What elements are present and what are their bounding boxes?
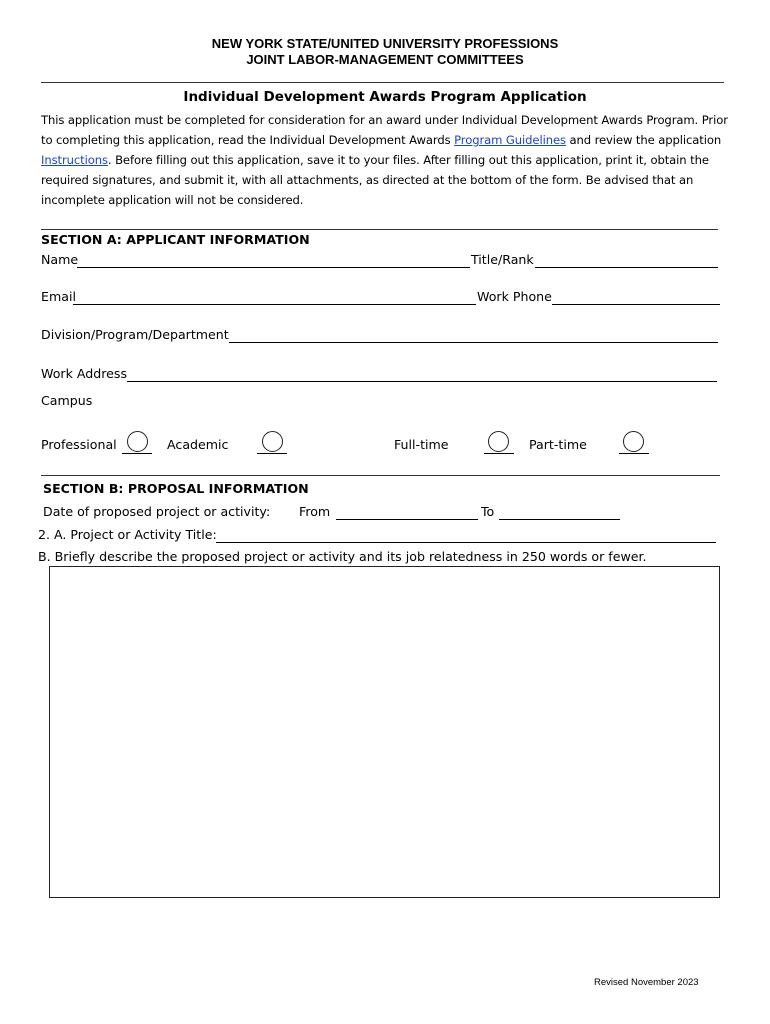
- professional-underline: [122, 453, 152, 454]
- part-time-underline: [619, 453, 649, 454]
- header-divider: [41, 82, 724, 83]
- to-label: To: [481, 504, 495, 519]
- work-address-field[interactable]: [127, 381, 717, 382]
- full-time-radio[interactable]: [488, 431, 509, 452]
- intro-line-5: incomplete application will not be considered.: [41, 193, 304, 207]
- section-b-divider: [41, 475, 720, 476]
- academic-radio[interactable]: [262, 431, 283, 452]
- section-a-divider: [41, 229, 718, 230]
- email-field[interactable]: [73, 304, 476, 305]
- description-textarea[interactable]: [49, 566, 720, 898]
- project-title-field[interactable]: [216, 542, 716, 543]
- full-time-underline: [484, 453, 514, 454]
- committee-name: JOINT LABOR-MANAGEMENT COMMITTEES: [246, 52, 524, 67]
- professional-radio[interactable]: [127, 431, 148, 452]
- section-a-heading: SECTION A: APPLICANT INFORMATION: [41, 232, 310, 247]
- from-label: From: [299, 504, 331, 519]
- form-title: Individual Development Awards Program Application: [183, 89, 587, 105]
- intro-line-1: This application must be completed for consideration for an award under Individual Development Awards Program. Prior: [41, 113, 728, 127]
- intro-line-3: Instructions. Before filling out this application, save it to your files. After filling out this application, print it, obtain the: [41, 153, 709, 167]
- work-address-label: Work Address: [41, 366, 128, 381]
- describe-label: B. Briefly describe the proposed project or activity and its job relatedness in 250 words or fewer.: [38, 549, 647, 564]
- instructions-link[interactable]: Instructions: [41, 153, 108, 167]
- name-field[interactable]: [77, 267, 470, 268]
- academic-label: Academic: [167, 437, 229, 452]
- part-time-label: Part-time: [529, 437, 587, 452]
- from-date-field[interactable]: [336, 519, 478, 520]
- revised-note: Revised November 2023: [594, 977, 699, 988]
- academic-underline: [257, 453, 287, 454]
- part-time-radio[interactable]: [623, 431, 644, 452]
- section-b-heading: SECTION B: PROPOSAL INFORMATION: [43, 481, 309, 496]
- date-label: Date of proposed project or activity:: [43, 504, 271, 519]
- to-date-field[interactable]: [499, 519, 620, 520]
- title-rank-label: Title/Rank: [471, 252, 534, 267]
- full-time-label: Full-time: [394, 437, 449, 452]
- program-guidelines-link[interactable]: Program Guidelines: [454, 133, 566, 147]
- title-rank-field[interactable]: [535, 267, 718, 268]
- division-field[interactable]: [229, 342, 718, 343]
- intro-paragraph: [41, 110, 741, 210]
- division-label: Division/Program/Department: [41, 327, 229, 342]
- work-phone-label: Work Phone: [477, 289, 552, 304]
- intro-line-4: required signatures, and submit it, with all attachments, as directed at the bottom of the form. Be advised that an: [41, 173, 694, 187]
- work-phone-field[interactable]: [552, 304, 720, 305]
- campus-label: Campus: [41, 393, 93, 408]
- intro-line-2: to completing this application, read the Individual Development Awards Program Guidelines and review the application: [41, 133, 722, 147]
- professional-label: Professional: [41, 437, 117, 452]
- project-title-label: 2. A. Project or Activity Title:: [38, 527, 217, 542]
- org-name: NEW YORK STATE/UNITED UNIVERSITY PROFESSIONS: [211, 36, 559, 51]
- name-label: Name: [41, 252, 79, 267]
- email-label: Email: [41, 289, 76, 304]
